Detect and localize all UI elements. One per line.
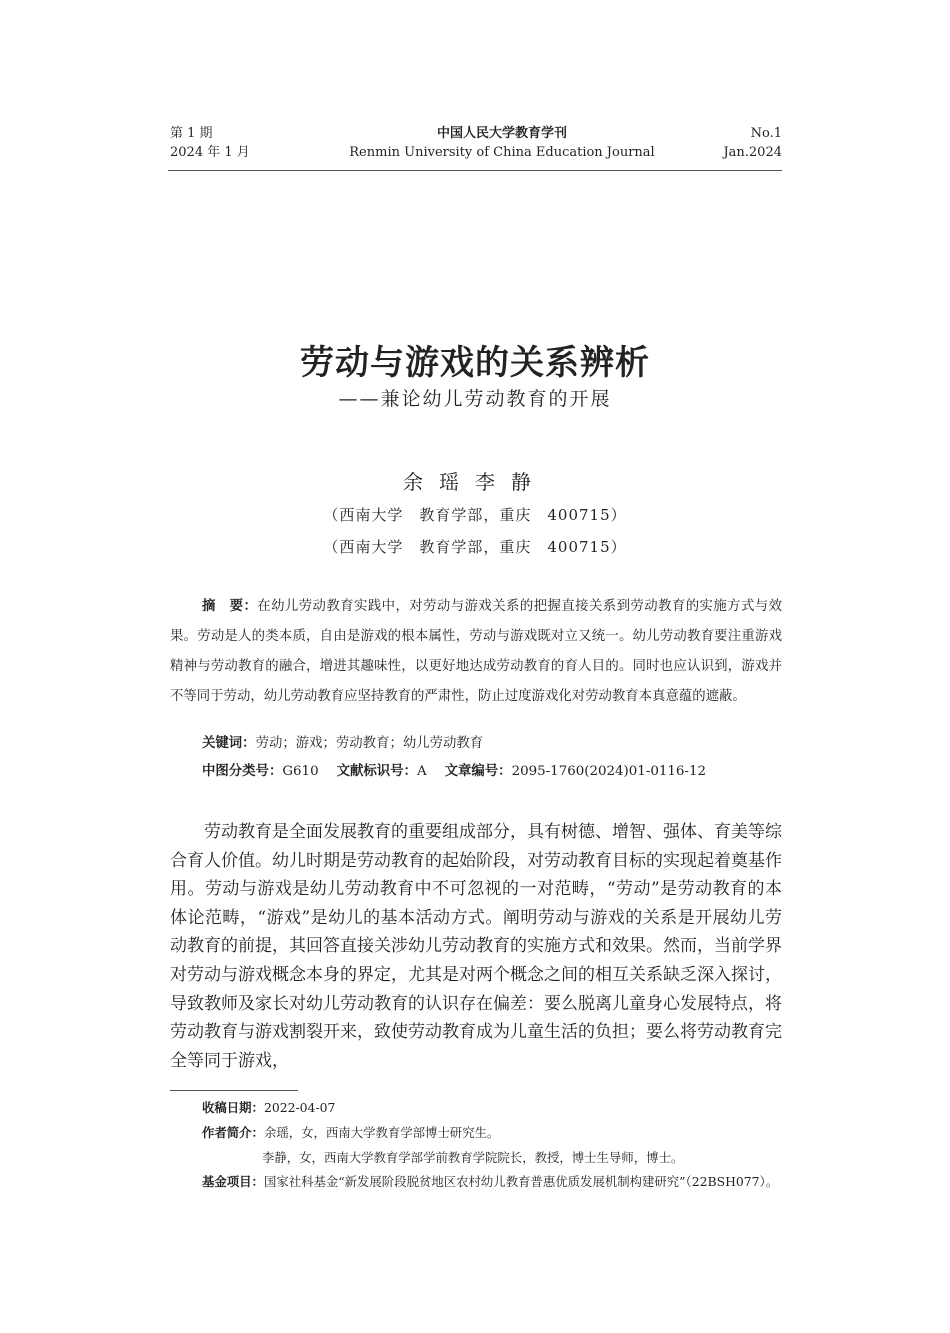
author-bio-label: 作者简介： — [202, 1125, 264, 1140]
footnote-rule — [170, 1090, 298, 1091]
abstract-label: 摘 要： — [202, 599, 258, 614]
running-header-center — [300, 124, 704, 162]
keywords — [202, 732, 483, 751]
keywords-label: 关键词： — [202, 736, 256, 751]
classification-line — [202, 760, 706, 779]
issue-number-cn: 第 1 期 — [170, 126, 213, 141]
article-subtitle: ——兼论幼儿劳动教育的开展 — [338, 388, 612, 410]
clc-value: G610 — [282, 764, 319, 779]
footnote-received — [202, 1098, 335, 1118]
fund-value: 国家社科基金“新发展阶段脱贫地区农村幼儿教育普惠优质发展机制构建研究”（22BSH077）。 — [263, 1174, 779, 1189]
received-value: 2022-04-07 — [263, 1100, 336, 1115]
author-bio-1: 余瑶，女，西南大学教育学部博士研究生。 — [263, 1125, 500, 1140]
abstract-text: 在幼儿劳动教育实践中，对劳动与游戏关系的把握直接关系到劳动教育的实施方式与效果。劳动是人的类本质，自由是游戏的根本属性，劳动与游戏既对立又统一。幼儿劳动教育要注重游戏精神与劳动教育的融合，增进其趣味性，以更好地达成劳动教育的育人目的。同时也应认识到，游戏并不等同于劳动，幼儿劳动教育应坚持教育的严肃性，防止过度游戏化对劳动教育本真意蕴的遮蔽。 — [170, 599, 782, 704]
article-number-label: 文章编号： — [444, 764, 512, 779]
journal-name-en: Renmin University of China Education Journal — [349, 145, 655, 160]
issue-date-cn: 2024 年 1 月 — [170, 145, 250, 160]
issue-number-en: No.1 — [750, 126, 782, 141]
received-label: 收稿日期： — [202, 1100, 264, 1115]
article-title: 劳动与游戏的关系辨析 — [300, 343, 650, 383]
abstract — [170, 592, 782, 712]
body-paragraph: 劳动教育是全面发展教育的重要组成部分，具有树德、增智、强体、育美等综合育人价值。幼儿时期是劳动教育的起始阶段，对劳动教育目标的实现起着奠基作用。劳动与游戏是幼儿劳动教育中不可忽视的一对范畴，“劳动”是劳动教育的本体论范畴，“游戏”是幼儿的基本活动方式。阐明劳动与游戏的关系是开展幼儿劳动教育的前提，其回答直接关涉幼儿劳动教育的实施方式和效果。然而，当前学界对劳动与游戏概念本身的界定，尤其是对两个概念之间的相互关系缺乏深入探讨，导致教师及家长对幼儿劳动教育的认识存在偏差：要么脱离儿童身心发展特点，将劳动教育与游戏割裂开来，致使劳动教育成为儿童生活的负担；要么将劳动教育完全等同于游戏， — [170, 822, 782, 1071]
keywords-text: 劳动；游戏；劳动教育；幼儿劳动教育 — [255, 736, 484, 751]
author-names: 余瑶李静 — [403, 470, 547, 494]
running-header-left — [170, 124, 250, 162]
fund-label: 基金项目： — [202, 1174, 264, 1189]
doc-code-label: 文献标识号： — [336, 764, 417, 779]
header-rule — [168, 170, 782, 171]
doc-code-value: A — [416, 764, 427, 779]
journal-name-cn: 中国人民大学教育学刊 — [436, 126, 567, 141]
author-affiliation-2: （西南大学 教育学部，重庆 400715） — [323, 538, 627, 556]
footnote-author-1 — [202, 1123, 499, 1143]
article-number-value: 2095-1760(2024)01-0116-12 — [511, 764, 706, 779]
footnote-fund — [170, 1172, 782, 1192]
author-affiliation-1: （西南大学 教育学部，重庆 400715） — [323, 506, 627, 524]
issue-date-en: Jan.2024 — [723, 145, 782, 160]
running-header-right — [723, 124, 782, 162]
footnote-author-2: 李静，女，西南大学教育学部学前教育学院院长，教授，博士生导师，博士。 — [262, 1150, 684, 1165]
clc-label: 中图分类号： — [202, 764, 283, 779]
